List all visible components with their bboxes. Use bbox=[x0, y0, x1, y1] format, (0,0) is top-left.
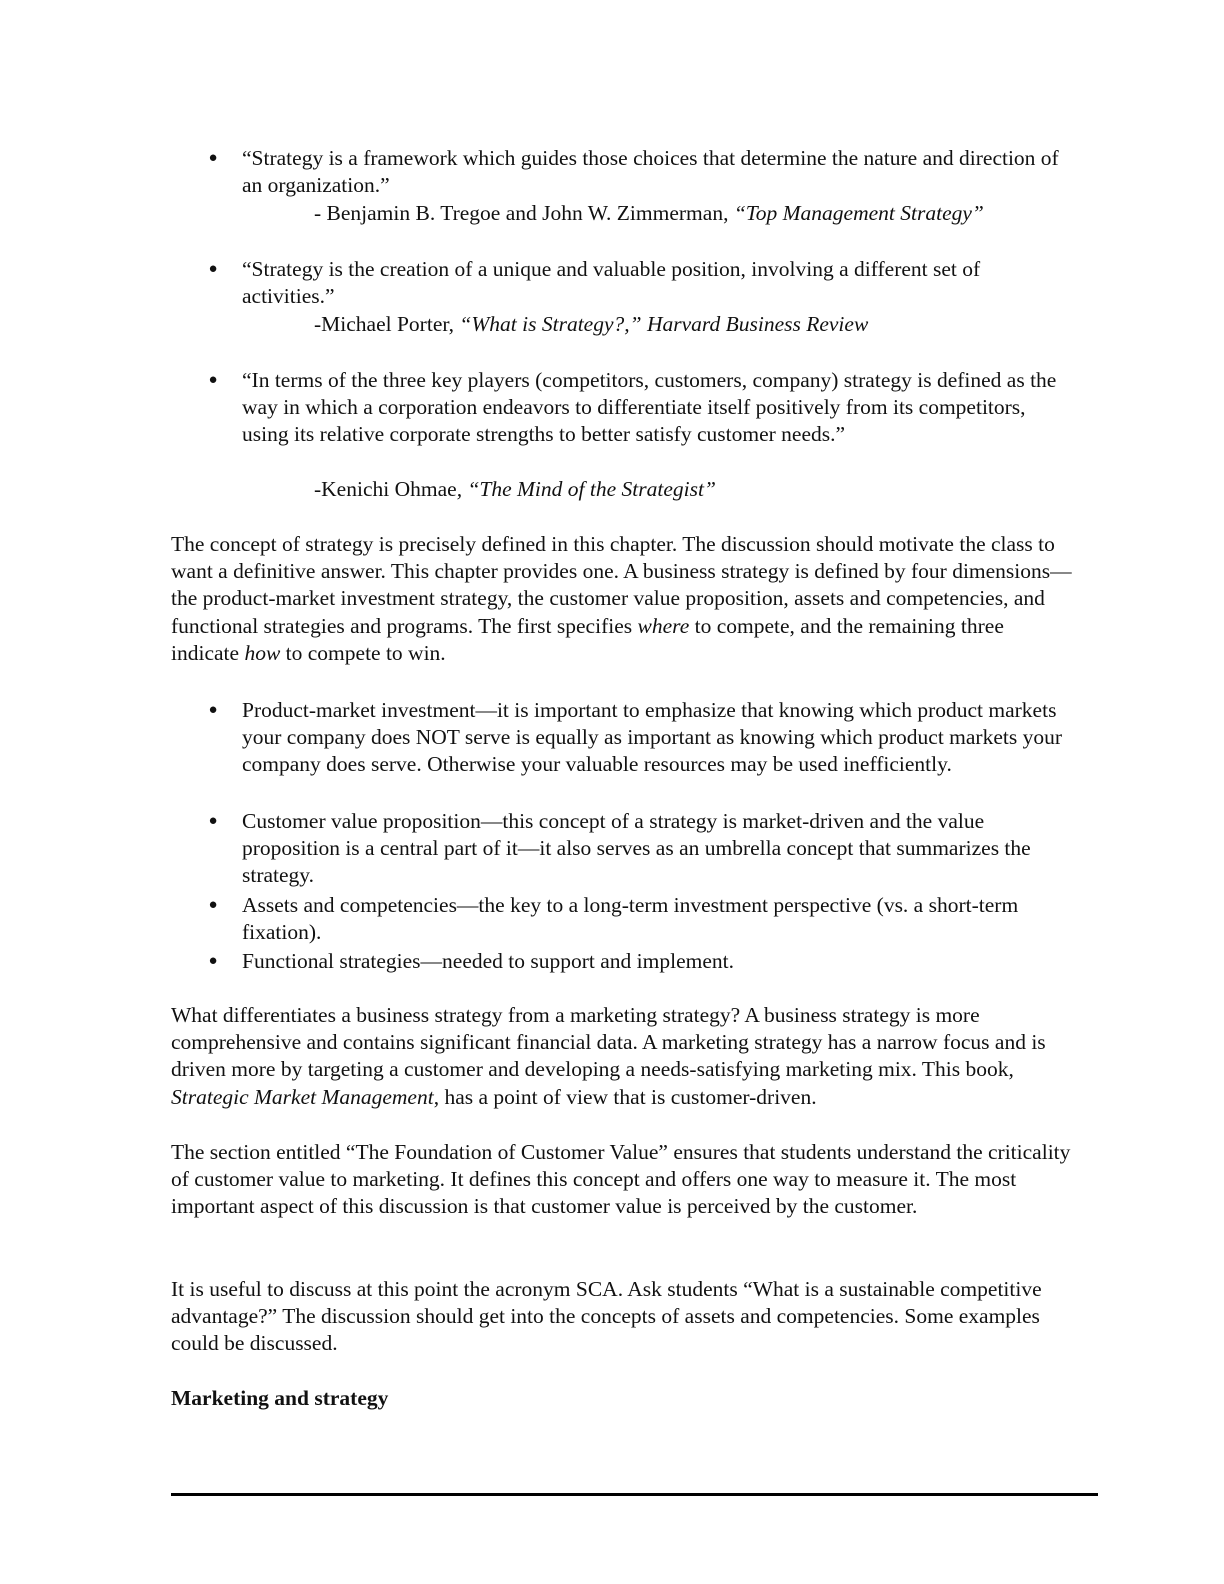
dimension-text: Customer value proposition—this concept of a strategy is market-driven and the value proposition is a central part of it—it also serves as an umbrella concept that summarizes the strategy. bbox=[242, 809, 1031, 888]
bullet-icon: ● bbox=[208, 953, 218, 969]
bullet-icon: ● bbox=[208, 897, 218, 913]
dimension-text: Functional strategies—needed to support and implement. bbox=[242, 949, 735, 973]
attribution-source: “What is Strategy?,” Harvard Business Review bbox=[459, 312, 869, 336]
bullet-icon: ● bbox=[208, 261, 218, 277]
attribution-source: , “The Mind of the Strategist” bbox=[456, 477, 716, 501]
business-vs-marketing-paragraph: What differentiates a business strategy from a marketing strategy? A business strategy is more comprehensive and contains significant financial data. A marketing strategy has a narrow focus and is driven more by targeting a customer and developing a needs-satisfying marketing mix. This book, Strategic Market Management, has a point of view that is customer-driven. bbox=[171, 1003, 1046, 1109]
bullet-icon: ● bbox=[208, 150, 218, 166]
section-heading: Marketing and strategy bbox=[171, 1386, 389, 1410]
book-title: Strategic Market Management bbox=[171, 1084, 434, 1109]
bullet-icon: ● bbox=[208, 813, 218, 829]
quote-text: “Strategy is a framework which guides those choices that determine the nature and direction of an organization.” bbox=[242, 146, 1059, 198]
quote-attribution bbox=[314, 200, 1114, 227]
quote-text: “In terms of the three key players (competitors, customers, company) strategy is defined as the way in which a corporation endeavors to differentiate itself positively from its competitors, using its relative corporate strengths to better satisfy customer needs.” bbox=[242, 368, 1057, 447]
customer-value-paragraph: The section entitled “The Foundation of Customer Value” ensures that students understand the criticality of customer value to marketing. It defines this concept and offers one way to measure it. The most important aspect of this discussion is that customer value is perceived by the customer. bbox=[171, 1140, 1071, 1219]
dimension-text: Assets and competencies—the key to a long-term investment perspective (vs. a short-term fixation). bbox=[242, 893, 1019, 945]
quote-attribution bbox=[314, 476, 1114, 503]
bullet-icon: ● bbox=[208, 372, 218, 388]
bullet-icon: ● bbox=[208, 702, 218, 718]
attribution-author: - Benjamin B. Tregoe and John W. Zimmerman, bbox=[314, 201, 734, 225]
emphasis-where: where bbox=[637, 613, 690, 638]
attribution-author: -Kenichi Ohmae bbox=[314, 477, 457, 501]
strategy-concept-paragraph: The concept of strategy is precisely defined in this chapter. The discussion should motivate the class to want a definitive answer. This chapter provides one. A business strategy is defined by four dimensions—the product-market investment strategy, the customer value proposition, assets and competencies, and functional strategies and programs. The first specifies where to compete, and the remaining three indicate how to compete to win. bbox=[171, 532, 1072, 665]
quote-text: “Strategy is the creation of a unique and valuable position, involving a different set of activities.” bbox=[242, 257, 981, 309]
footer-rule bbox=[171, 1493, 1098, 1496]
quote-attribution bbox=[314, 311, 1114, 338]
sca-paragraph: It is useful to discuss at this point the acronym SCA. Ask students “What is a sustainable competitive advantage?” The discussion should get into the concepts of assets and competencies. Some examples could be discussed. bbox=[171, 1277, 1042, 1356]
dimension-text: Product-market investment—it is important to emphasize that knowing which product markets your company does NOT serve is equally as important as knowing which product markets your company does serve. Otherwise your valuable resources may be used inefficiently. bbox=[242, 698, 1063, 777]
emphasis-how: how bbox=[244, 640, 281, 665]
attribution-source: “Top Management Strategy” bbox=[733, 201, 984, 225]
attribution-author: -Michael Porter, bbox=[314, 312, 460, 336]
